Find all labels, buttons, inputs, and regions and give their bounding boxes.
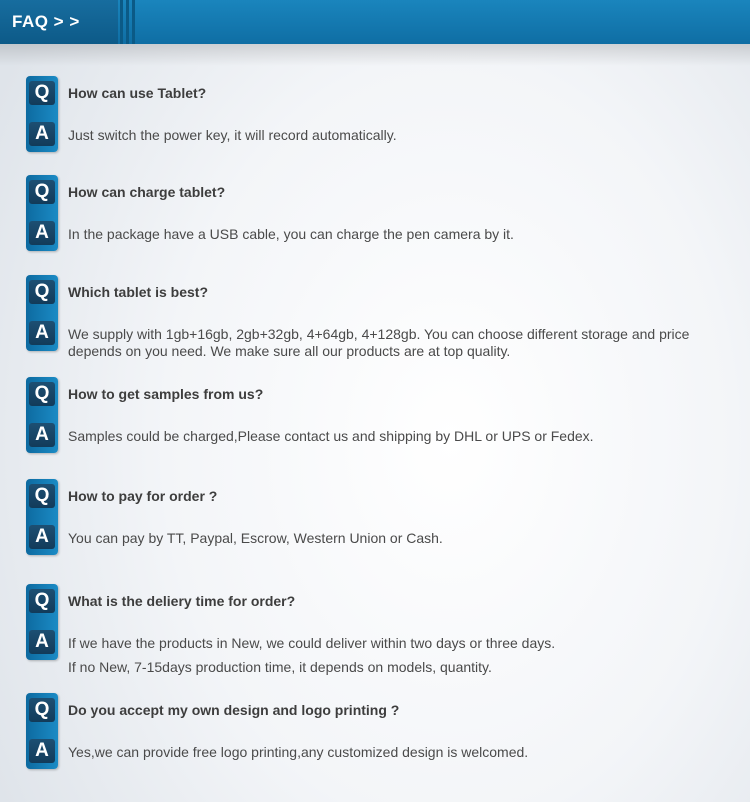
faq-answer: In the package have a USB cable, you can charge the pen camera by it. <box>68 226 514 242</box>
faq-answer: Yes,we can provide free logo printing,any customized design is welcomed. <box>68 744 529 760</box>
answer-badge: A <box>29 122 55 146</box>
qa-badge-bar <box>26 275 58 351</box>
question-badge: Q <box>29 698 55 722</box>
question-badge: Q <box>29 81 55 105</box>
answer-badge: A <box>29 423 55 447</box>
faq-header-tab <box>0 0 118 44</box>
answer-badge: A <box>29 321 55 345</box>
answer-badge: A <box>29 525 55 549</box>
faq-question: How can charge tablet? <box>68 184 226 200</box>
faq-answer: Samples could be charged,Please contact us and shipping by DHL or UPS or Fedex. <box>68 428 594 444</box>
qa-badge-bar <box>26 693 58 769</box>
question-badge: Q <box>29 589 55 613</box>
faq-answer: Just switch the power key, it will record automatically. <box>68 127 397 143</box>
qa-badge-bar <box>26 175 58 251</box>
answer-badge: A <box>29 221 55 245</box>
qa-badge-bar <box>26 584 58 660</box>
faq-answer: You can pay by TT, Paypal, Escrow, Western Union or Cash. <box>68 530 443 546</box>
faq-answer: We supply with 1gb+16gb, 2gb+32gb, 4+64gb, 4+128gb. You can choose different storage and price depends on you need. We make sure all our products are at top quality. <box>68 326 690 359</box>
question-badge: Q <box>29 484 55 508</box>
answer-badge: A <box>29 630 55 654</box>
header-stripe <box>126 0 129 44</box>
faq-header <box>0 0 750 44</box>
qa-badge-bar <box>26 479 58 555</box>
faq-answer-line-2: If no New, 7-15days production time, it depends on models, quantity. <box>68 659 492 675</box>
question-badge: Q <box>29 180 55 204</box>
question-badge: Q <box>29 280 55 304</box>
faq-question: Do you accept my own design and logo printing ? <box>68 702 400 718</box>
header-shadow <box>0 44 750 66</box>
answer-badge: A <box>29 739 55 763</box>
header-stripe <box>120 0 123 44</box>
faq-answer: If we have the products in New, we could deliver within two days or three days. <box>68 635 556 651</box>
faq-question: How to get samples from us? <box>68 386 264 402</box>
page-title: FAQ > > <box>12 12 80 31</box>
faq-question: Which tablet is best? <box>68 284 209 300</box>
question-badge: Q <box>29 382 55 406</box>
faq-question: How to pay for order ? <box>68 488 218 504</box>
header-stripe <box>132 0 135 44</box>
qa-badge-bar <box>26 377 58 453</box>
faq-question: What is the deliery time for order? <box>68 593 296 609</box>
qa-badge-bar <box>26 76 58 152</box>
faq-question: How can use Tablet? <box>68 85 207 101</box>
